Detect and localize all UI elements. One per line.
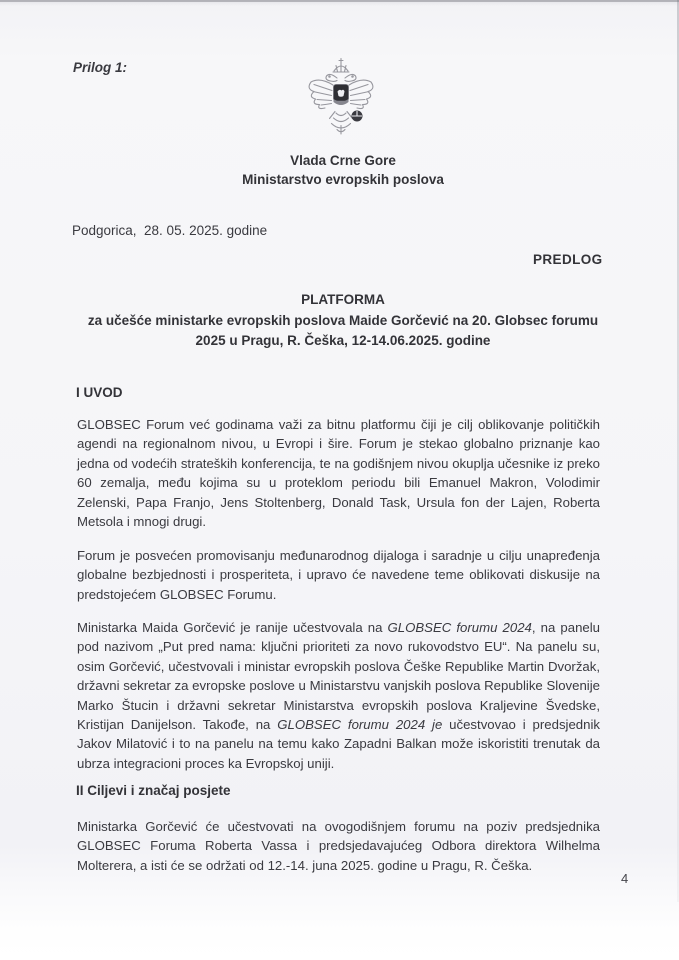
document-title [7, 290, 679, 352]
attachment-label: Prilog 1: [73, 60, 128, 75]
paragraph-previous-participation [77, 618, 600, 773]
globsec-2024-italic: GLOBSEC forumu 2024 [387, 620, 532, 635]
status-label: PREDLOG [533, 252, 603, 267]
paragraph-forum-mission: Forum je posvećen promovisanju međunarodnog dijaloga i saradnje u cilju unapređenja globalne bezbjednosti i prosperiteta, i upravo će navedene teme oblikovati diskusije na predstojećem GLOBSEC Forumu. [77, 548, 600, 602]
paragraph-segment: Ministarka Maida Gorčević je ranije učestvovala na [77, 620, 388, 635]
title-line-3: 2025 u Pragu, R. Češka, 12-14.06.2025. godine [195, 333, 491, 348]
montenegro-coat-of-arms-icon [302, 56, 380, 136]
paragraph-segment: učestvovao i predsjednik Jakov Milatović i to na panelu na temu kako Zapadni Balkan može iskoristiti trenutak da ubrza integracioni proces ka Evropskoj uniji. [77, 717, 601, 771]
title-line-2: za učešće ministarke evropskih poslova Maide Gorčević na 20. Globsec forumu [87, 312, 599, 328]
ministry-name: Ministarstvo evropskih poslova [242, 172, 444, 187]
government-name: Vlada Crne Gore [290, 153, 396, 168]
place-date: Podgorica, 28. 05. 2025. godine [72, 223, 268, 238]
section-heading-uvod: I UVOD [76, 385, 123, 400]
globsec-2024-italic: GLOBSEC forumu 2024 je [277, 717, 443, 733]
section-heading-ciljevi: II Ciljevi i značaj posjete [76, 783, 231, 798]
letterhead [7, 151, 679, 189]
paragraph-segment: , na panelu pod nazivom „Put pred nama: ključni prioriteti za novo rukovodstvo EU“. Na panelu su, osim Gorčević, učestvovali i ministar evropskih poslova Češke Republike Martin Dvoržak, državni sekretar za evropske poslove u Ministarstvu vanjskih poslova Republike Slovenije Marko Štucin i državni sekretar Ministarstva evropskih poslova Kraljevine Švedske, Kristijan Danijelson. Takođe, na [77, 620, 600, 733]
page-number: 4 [621, 871, 629, 886]
title-line-1: PLATFORMA [301, 292, 385, 307]
paragraph-globsec-intro: GLOBSEC Forum već godinama važi za bitnu platformu čiji je cilj oblikovanje političkih agendi na regionalnom nivou, u Evropi i šire. Forum je stekao globalno priznanje kao jedna od vodećih strateških konferencija, te na godišnjem nivou okuplja učesnike iz preko 60 zemalja, među kojima su u proteklom periodu bili Emanuel Makron, Volodimir Zelenski, Papa Franjo, Jens Stoltenberg, Donald Task, Ursula fon der Lajen, Roberta Metsola i mnogi drugi. [77, 417, 600, 530]
paragraph-visit-goals: Ministarka Gorčević će učestvovati na ovogodišnjem forumu na poziv predsjednika GLOBSEC Foruma Roberta Vassa i predsjedavajućeg Odbora direktora Wilhelma Molterera, a isti će se održati od 12.-14. juna 2025. godine u Pragu, R. Češka. [77, 819, 600, 873]
